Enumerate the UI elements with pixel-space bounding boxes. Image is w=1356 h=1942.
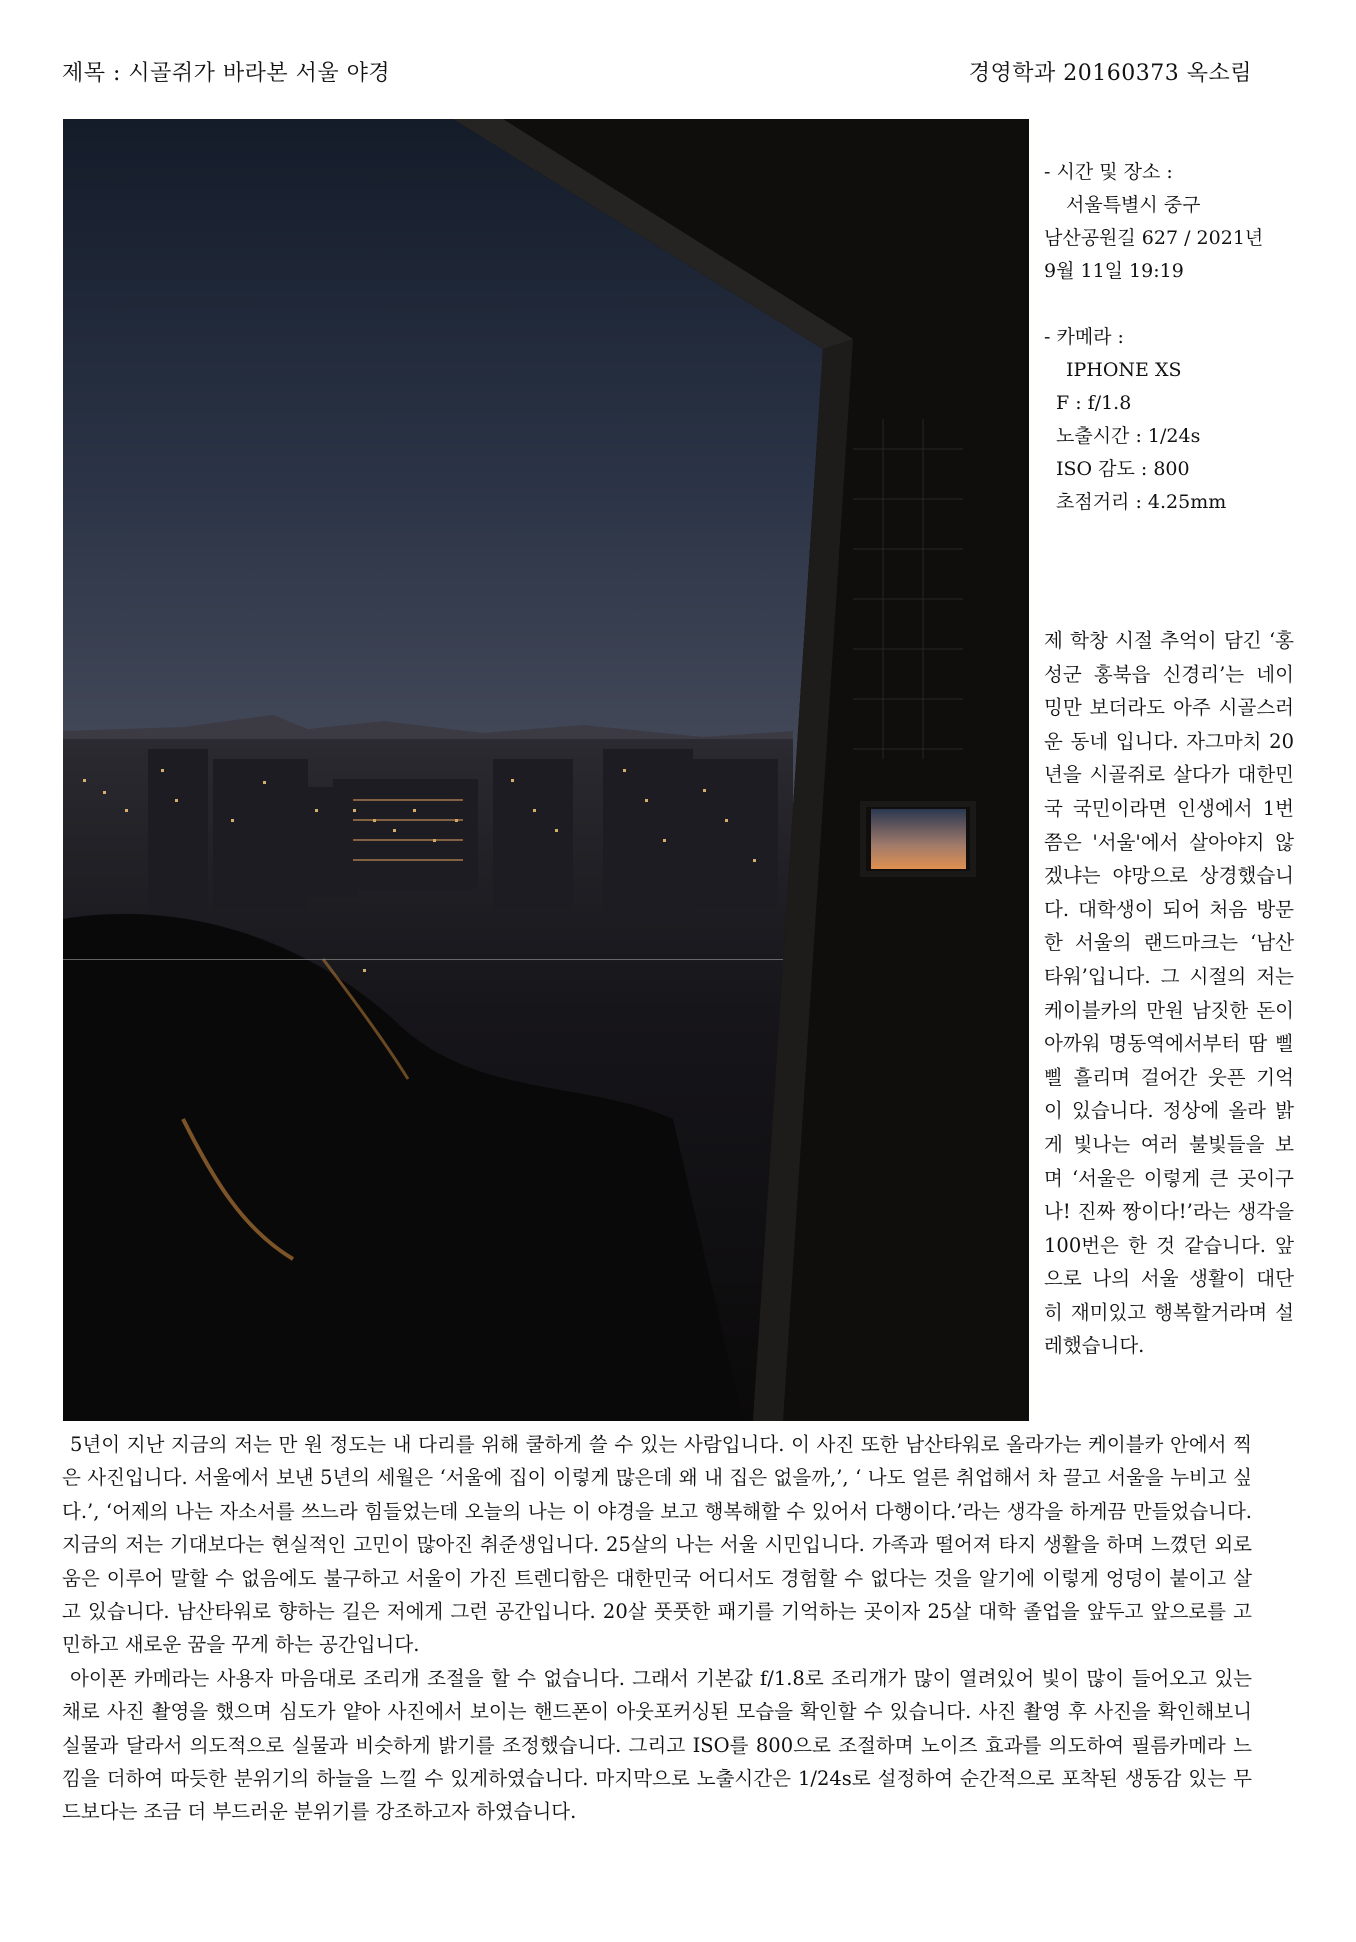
place-line-1: 서울특별시 중구 (1066, 194, 1201, 216)
camera-model: IPHONE XS (1066, 359, 1182, 381)
place-line-2: 남산공원길 627 / 2021년 (1044, 227, 1264, 249)
document-title: 제목 : 시골쥐가 바라본 서울 야경 (62, 61, 391, 86)
night-view-photo (63, 119, 1029, 1421)
body-text (62, 1428, 1252, 1829)
place-line-3: 9월 11일 19:19 (1044, 260, 1184, 282)
photo-metadata (1044, 156, 1294, 519)
body-paragraph-1: 5년이 지난 지금의 저는 만 원 정도는 내 다리를 위해 쿨하게 쓸 수 있는 사람입니다. 이 사진 또한 남산타워로 올라가는 케이블카 안에서 찍은 사진입니다. 서울에서 보낸 5년의 세월은 ‘서울에 집이 이렇게 많은데 왜 내 집은 없을까,’, ‘ 나도 얼른 취업해서 차 끌고 서울을 누비고 싶다.’, ‘어제의 나는 자소서를 쓰느라 힘들었는데 오늘의 나는 이 야경을 보고 행복해할 수 있어서 다행이다.’라는 생각을 하게끔 만들었습니다. 지금의 저는 기대보다는 현실적인 고민이 많아진 취준생입니다. 25살의 나는 서울 시민입니다. 가족과 떨어져 타지 생활을 하며 느꼈던 외로움은 이루어 말할 수 없음에도 불구하고 서울이 가진 트렌디함은 대한민국 어디서도 경험할 수 없다는 것을 알기에 이렇게 엉덩이 붙이고 살고 있습니다. 남산타워로 향하는 길은 저에게 그런 공간입니다. 20살 풋풋한 패기를 기억하는 곳이자 25살 대학 졸업을 앞두고 앞으로를 고민하고 새로운 꿈을 꾸게 하는 공간입니다. (62, 1433, 1252, 1657)
body-paragraph-2: 아이폰 카메라는 사용자 마음대로 조리개 조절을 할 수 없습니다. 그래서 기본값 f/1.8로 조리개가 많이 열려있어 빛이 많이 들어오고 있는 채로 사진 촬영을 했으며 심도가 얕아 사진에서 보이는 핸드폰이 아웃포커싱된 모습을 확인할 수 있습니다. 사진 촬영 후 사진을 확인해보니 실물과 달라서 의도적으로 실물과 비슷하게 밝기를 조정했습니다. 그리고 ISO를 800으로 조절하며 노이즈 효과를 의도하여 필름카메라 느낌을 더하여 따듯한 분위기의 하늘을 느낄 수 있게하였습니다. 마지막으로 노출시간은 1/24s로 설정하여 순간적으로 포착된 생동감 있는 무드보다는 조금 더 부드러운 분위기를 강조하고자 하였습니다. (62, 1666, 1252, 1824)
aperture-value: F : f/1.8 (1056, 392, 1132, 414)
author-info: 경영학과 20160373 옥소림 (968, 61, 1252, 86)
camera-label: - 카메라 : (1044, 326, 1124, 348)
phone-screen (871, 809, 966, 869)
exposure-value: 노출시간 : 1/24s (1056, 425, 1201, 447)
place-label: - 시간 및 장소 : (1044, 161, 1173, 183)
focal-length-value: 초점거리 : 4.25mm (1056, 491, 1227, 513)
iso-value: ISO 감도 : 800 (1056, 458, 1190, 480)
side-paragraph: 제 학창 시절 추억이 담긴 ‘홍성군 홍북읍 신경리’는 네이밍만 보더라도 아주 시골스러운 동네 입니다. 자그마치 20년을 시골쥐로 살다가 대한민국 국민이라면 인생에서 1번쯤은 '서울'에서 살아야지 않겠냐는 야망으로 상경했습니다. 대학생이 되어 처음 방문한 서울의 랜드마크는 ‘남산타워’입니다. 그 시절의 저는 케이블카의 만원 남짓한 돈이 아까워 명동역에서부터 땀 삘삘 흘리며 걸어간 웃픈 기억이 있습니다. 정상에 올라 밝게 빛나는 여러 불빛들을 보며 ‘서울은 이렇게 큰 곳이구나! 진짜 짱이다!’라는 생각을 100번은 한 것 같습니다. 앞으로 나의 서울 생활이 대단히 재미있고 행복할거라며 설레했습니다. (1044, 629, 1294, 1358)
